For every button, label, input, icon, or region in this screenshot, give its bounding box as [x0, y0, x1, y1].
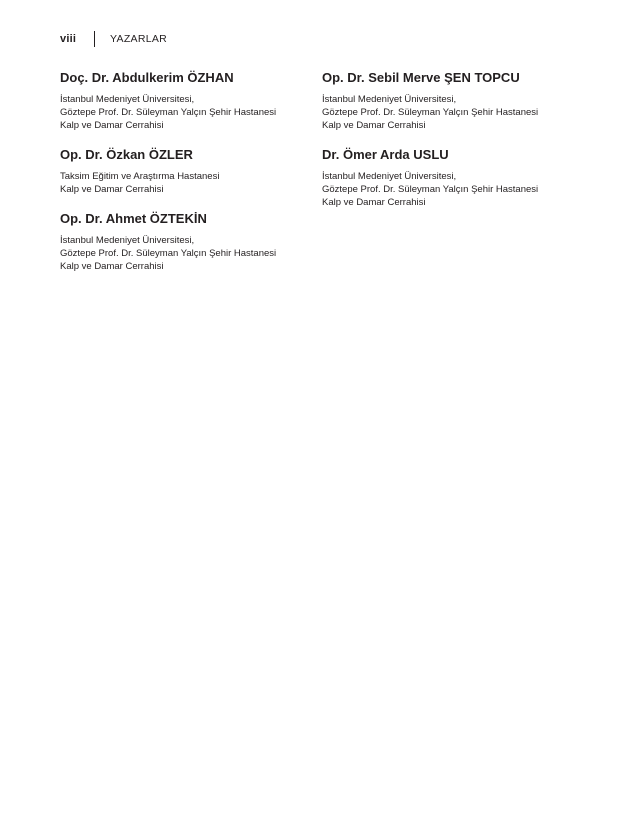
page-number: viii — [60, 33, 77, 45]
affiliation-line: Kalp ve Damar Cerrahisi — [60, 184, 164, 195]
authors-column-right — [322, 69, 572, 223]
affiliation-line: Taksim Eğitim ve Araştırma Hastanesi — [60, 171, 220, 182]
affiliation-line: Kalp ve Damar Cerrahisi — [322, 120, 426, 131]
affiliation-line: İstanbul Medeniyet Üniversitesi, — [322, 171, 457, 182]
author-name: Op. Dr. Özkan ÖZLER — [60, 147, 193, 162]
affiliation-line: Göztepe Prof. Dr. Süleyman Yalçın Şehir Hastanesi — [322, 107, 539, 118]
author-name: Dr. Ömer Arda USLU — [322, 147, 449, 162]
affiliation-line: Göztepe Prof. Dr. Süleyman Yalçın Şehir Hastanesi — [322, 184, 539, 195]
affiliation-line: Göztepe Prof. Dr. Süleyman Yalçın Şehir Hastanesi — [60, 248, 277, 259]
header-divider — [94, 31, 95, 47]
affiliation-line: Kalp ve Damar Cerrahisi — [322, 197, 426, 208]
affiliation-line: İstanbul Medeniyet Üniversitesi, — [60, 235, 195, 246]
author-entry — [60, 69, 310, 132]
affiliation-line: Kalp ve Damar Cerrahisi — [60, 120, 164, 131]
affiliation-line: İstanbul Medeniyet Üniversitesi, — [322, 94, 457, 105]
author-name: Doç. Dr. Abdulkerim ÖZHAN — [60, 70, 234, 85]
author-entry — [60, 210, 310, 273]
section-title: YAZARLAR — [110, 33, 168, 45]
author-entry — [322, 69, 572, 132]
author-name: Op. Dr. Sebil Merve ŞEN TOPCU — [322, 70, 520, 85]
authors-column-left — [60, 69, 310, 287]
affiliation-line: Kalp ve Damar Cerrahisi — [60, 261, 164, 272]
author-name: Op. Dr. Ahmet ÖZTEKİN — [60, 211, 207, 226]
affiliation-line: Göztepe Prof. Dr. Süleyman Yalçın Şehir Hastanesi — [60, 107, 277, 118]
author-entry — [322, 146, 572, 209]
affiliation-line: İstanbul Medeniyet Üniversitesi, — [60, 94, 195, 105]
page-header — [60, 30, 167, 48]
author-entry — [60, 146, 310, 196]
